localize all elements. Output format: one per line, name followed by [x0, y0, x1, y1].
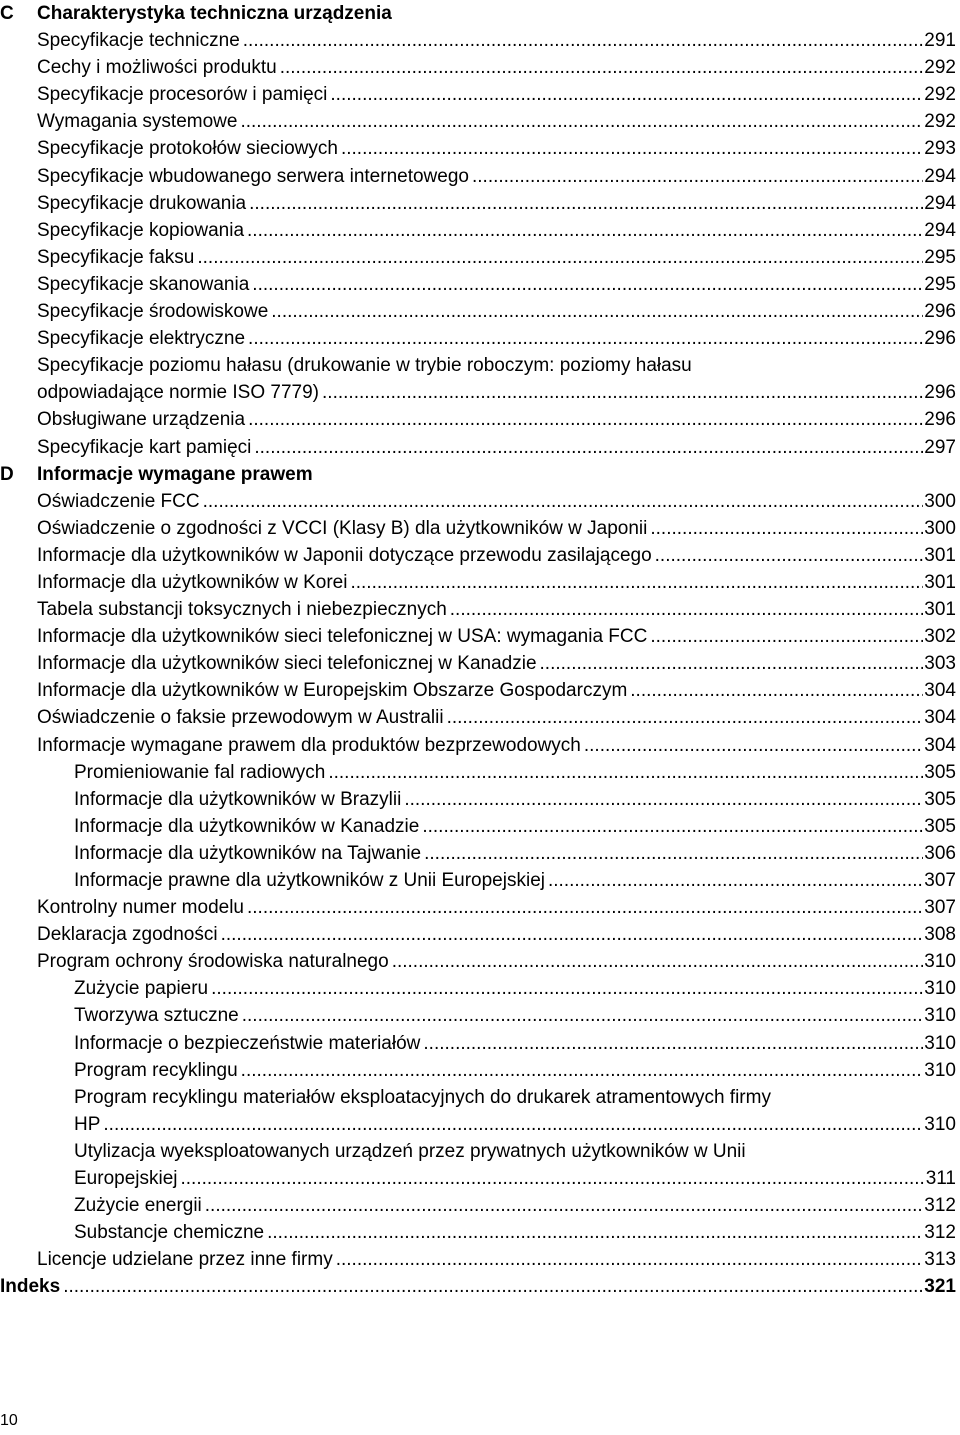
toc-entry-row [37, 596, 956, 623]
toc-entry-row [37, 271, 956, 298]
toc-entry-continuation[interactable] [0, 379, 956, 406]
dot-leader [249, 190, 923, 217]
toc-entry-row [37, 190, 956, 217]
toc-entry[interactable] [0, 759, 956, 786]
dot-leader [247, 217, 923, 244]
toc-page-number: 292 [923, 108, 956, 135]
toc-entry[interactable] [0, 1192, 956, 1219]
toc-entry[interactable] [0, 27, 956, 54]
section-letter: D [0, 463, 14, 485]
dot-leader [336, 1246, 924, 1273]
toc-entry[interactable] [0, 1246, 956, 1273]
toc-entry-title: Specyfikacje wbudowanego serwera internetowego [37, 163, 472, 190]
dot-leader [211, 975, 923, 1002]
toc-entry-row [74, 1165, 956, 1192]
dot-leader [341, 135, 923, 162]
toc-entry-row [37, 54, 956, 81]
toc-entry[interactable] [0, 677, 956, 704]
toc-entry-title: Oświadczenie o zgodności z VCCI (Klasy B) dla użytkowników w Japonii [37, 515, 650, 542]
toc-entry[interactable] [0, 569, 956, 596]
dot-leader [423, 1030, 923, 1057]
dot-leader [650, 515, 923, 542]
toc-entry[interactable] [0, 190, 956, 217]
toc-entry-title: Specyfikacje poziomu hałasu (drukowanie w trybie roboczym: poziomy hałasu [37, 355, 692, 377]
dot-leader [248, 406, 923, 433]
toc-entry-title-cont: Europejskiej [74, 1165, 181, 1192]
toc-page-number: 300 [923, 515, 956, 542]
toc-entry-title: Program ochrony środowiska naturalnego [37, 948, 392, 975]
toc-entry-row [74, 1002, 956, 1029]
toc-entry-title: Specyfikacje faksu [37, 244, 197, 271]
toc-entry-title: Zużycie energii [74, 1192, 205, 1219]
toc-entry[interactable] [0, 1002, 956, 1029]
toc-entry-row [37, 488, 956, 515]
toc-entry-title: Informacje wymagane prawem dla produktów bezprzewodowych [37, 732, 584, 759]
toc-entry-title: Informacje prawne dla użytkowników z Unii Europejskiej [74, 867, 548, 894]
toc-entry-row [37, 515, 956, 542]
toc-entry[interactable] [0, 542, 956, 569]
toc-entry-title: Specyfikacje techniczne [37, 27, 243, 54]
toc-entry-title: Informacje dla użytkowników na Tajwanie [74, 840, 424, 867]
toc-entry-title: Informacje dla użytkowników w Japonii dotyczące przewodu zasilającego [37, 542, 655, 569]
toc-page-number: 310 [923, 948, 956, 975]
toc-entry[interactable] [0, 921, 956, 948]
dot-leader [447, 704, 924, 731]
toc-page-number: 307 [923, 867, 956, 894]
toc-page-number: 291 [923, 27, 956, 54]
toc-entry[interactable] [0, 596, 956, 623]
toc-entry-row [37, 650, 956, 677]
toc-entry-title: Licencje udzielane przez inne firmy [37, 1246, 336, 1273]
toc-entry[interactable] [0, 1084, 956, 1111]
section-heading [0, 0, 956, 27]
toc-entry[interactable] [0, 298, 956, 325]
toc-page-number: 310 [923, 1002, 956, 1029]
toc-entry-row [37, 325, 956, 352]
toc-entry-title: Specyfikacje kart pamięci [37, 434, 254, 461]
toc-entry[interactable] [0, 704, 956, 731]
toc-entry-row [37, 894, 956, 921]
toc-page-number: 296 [923, 406, 956, 433]
toc-entry[interactable] [0, 406, 956, 433]
toc-page-number: 306 [923, 840, 956, 867]
toc-entry-title: Indeks [0, 1273, 63, 1300]
toc-entry[interactable] [0, 488, 956, 515]
toc-page-number: 292 [923, 54, 956, 81]
toc-entry-title: Specyfikacje kopiowania [37, 217, 247, 244]
toc-entry-row [37, 379, 956, 406]
toc-entry-row [74, 1111, 956, 1138]
toc-entry[interactable] [0, 840, 956, 867]
toc-page-number: 294 [923, 163, 956, 190]
toc-page-number: 295 [923, 271, 956, 298]
toc-entry-row [37, 704, 956, 731]
toc-entry-row [37, 163, 956, 190]
toc-page-number: 310 [923, 975, 956, 1002]
toc-entry-title: Specyfikacje protokołów sieciowych [37, 135, 341, 162]
toc-page-number: 300 [923, 488, 956, 515]
toc-page-number: 304 [923, 704, 956, 731]
index-entry[interactable] [0, 1273, 956, 1300]
toc-entry-title: Obsługiwane urządzenia [37, 406, 248, 433]
toc-page-number: 311 [925, 1165, 956, 1192]
toc-entry[interactable] [0, 81, 956, 108]
toc-entry-row [37, 542, 956, 569]
dot-leader [254, 434, 923, 461]
toc-page-number: 296 [923, 298, 956, 325]
dot-leader [181, 1165, 925, 1192]
toc-entry[interactable] [0, 135, 956, 162]
dot-leader [247, 894, 923, 921]
dot-leader [350, 569, 923, 596]
dot-leader [63, 1273, 923, 1300]
toc-entry-title-cont: HP [74, 1111, 103, 1138]
toc-entry-title: Specyfikacje środowiskowe [37, 298, 271, 325]
dot-leader [241, 1057, 924, 1084]
dot-leader [203, 488, 924, 515]
toc-entry-row [37, 108, 956, 135]
toc-entry[interactable] [0, 786, 956, 813]
dot-leader [205, 1192, 924, 1219]
toc-page-number: 321 [923, 1273, 956, 1300]
toc-entry-title: Informacje dla użytkowników sieci telefonicznej w USA: wymagania FCC [37, 623, 650, 650]
dot-leader [404, 786, 923, 813]
toc-entry-title: Informacje dla użytkowników sieci telefonicznej w Kanadzie [37, 650, 540, 677]
toc-entry-row [74, 786, 956, 813]
toc-entry[interactable] [0, 894, 956, 921]
toc-page-number: 301 [923, 569, 956, 596]
toc-entry[interactable] [0, 54, 956, 81]
toc-page-number: 305 [923, 813, 956, 840]
dot-leader [548, 867, 923, 894]
toc-page-number: 312 [923, 1192, 956, 1219]
toc-entry-row [74, 1030, 956, 1057]
toc-entry[interactable] [0, 163, 956, 190]
toc-entry-title: Tworzywa sztuczne [74, 1002, 242, 1029]
toc-entry-title: Wymagania systemowe [37, 108, 240, 135]
toc-entry[interactable] [0, 434, 956, 461]
section-letter: C [0, 3, 14, 24]
toc-entry[interactable] [0, 650, 956, 677]
toc-page-number: 302 [923, 623, 956, 650]
toc-page-number: 294 [923, 190, 956, 217]
toc-page-number: 295 [923, 244, 956, 271]
toc-entry-row [74, 867, 956, 894]
section-title: Charakterystyka techniczna urządzenia [37, 3, 392, 24]
toc-page-number: 297 [923, 434, 956, 461]
dot-leader [248, 325, 923, 352]
toc-entry-title: Specyfikacje drukowania [37, 190, 249, 217]
toc-page-number: 301 [923, 542, 956, 569]
toc-entry-title: Promieniowanie fal radiowych [74, 759, 328, 786]
dot-leader [103, 1111, 923, 1138]
toc-entry-row [37, 1246, 956, 1273]
toc-page-number: 303 [923, 650, 956, 677]
dot-leader [584, 732, 923, 759]
dot-leader [424, 840, 923, 867]
dot-leader [221, 921, 924, 948]
toc-page-number: 292 [923, 81, 956, 108]
dot-leader [422, 813, 923, 840]
toc-entry[interactable] [0, 1057, 956, 1084]
toc-entry-title: Program recyklingu [74, 1057, 241, 1084]
toc-entry-row [37, 406, 956, 433]
dot-leader [280, 54, 924, 81]
toc-entry-title: Kontrolny numer modelu [37, 894, 247, 921]
toc-page-number: 294 [923, 217, 956, 244]
dot-leader [242, 1002, 924, 1029]
dot-leader [267, 1219, 923, 1246]
dot-leader [240, 108, 923, 135]
toc-entry-title: Specyfikacje skanowania [37, 271, 252, 298]
toc-entry-title: Oświadczenie o faksie przewodowym w Australii [37, 704, 447, 731]
toc-page-number: 310 [923, 1057, 956, 1084]
dot-leader [472, 163, 923, 190]
toc-entry-row [37, 677, 956, 704]
toc-entry-row [37, 217, 956, 244]
toc-entry[interactable] [0, 948, 956, 975]
toc-entry-title: Informacje o bezpieczeństwie materiałów [74, 1030, 423, 1057]
toc-page-number: 301 [923, 596, 956, 623]
dot-leader [252, 271, 923, 298]
toc-entry-title: Specyfikacje procesorów i pamięci [37, 81, 330, 108]
toc-page-number: 312 [923, 1219, 956, 1246]
toc-page-number: 305 [923, 759, 956, 786]
toc-entry[interactable] [0, 515, 956, 542]
section-heading [0, 461, 956, 488]
toc-entry-row [37, 948, 956, 975]
toc-entry-row [74, 813, 956, 840]
dot-leader [322, 379, 923, 406]
dot-leader [650, 623, 923, 650]
toc-entry-title: Cechy i możliwości produktu [37, 54, 280, 81]
dot-leader [197, 244, 923, 271]
toc-entry[interactable] [0, 217, 956, 244]
toc-entry[interactable] [0, 271, 956, 298]
toc-entry-row [37, 434, 956, 461]
dot-leader [271, 298, 923, 325]
toc-entry-row [74, 975, 956, 1002]
toc-entry[interactable] [0, 1138, 956, 1165]
toc-page-number: 308 [923, 921, 956, 948]
toc-entry-row [37, 623, 956, 650]
toc-entry-row [74, 1192, 956, 1219]
toc-entry[interactable] [0, 623, 956, 650]
toc-entry-row [0, 1273, 956, 1300]
toc-entry-row [37, 135, 956, 162]
toc-entry-title: Informacje dla użytkowników w Europejskim Obszarze Gospodarczym [37, 677, 630, 704]
toc-entry-row [37, 298, 956, 325]
page-number: 10 [0, 1412, 18, 1429]
toc-page-number: 296 [923, 379, 956, 406]
toc-entry-title: Utylizacja wyeksploatowanych urządzeń przez prywatnych użytkowników w Unii [74, 1140, 746, 1162]
toc-entry[interactable] [0, 108, 956, 135]
toc-entry[interactable] [0, 1219, 956, 1246]
section-title: Informacje wymagane prawem [37, 463, 313, 485]
dot-leader [540, 650, 924, 677]
toc-entry[interactable] [0, 867, 956, 894]
dot-leader [328, 759, 923, 786]
toc-page-number: 296 [923, 325, 956, 352]
toc-entry[interactable] [0, 352, 956, 379]
toc-page-number: 293 [923, 135, 956, 162]
toc-entry-continuation[interactable] [0, 1165, 956, 1192]
toc-page-number: 305 [923, 786, 956, 813]
toc-entry[interactable] [0, 244, 956, 271]
toc-entry-title: Informacje dla użytkowników w Kanadzie [74, 813, 422, 840]
toc-entry[interactable] [0, 732, 956, 759]
dot-leader [243, 27, 924, 54]
toc-entry[interactable] [0, 325, 956, 352]
toc-entry-title: Deklaracja zgodności [37, 921, 221, 948]
toc-entry-title-cont: odpowiadające normie ISO 7779) [37, 379, 322, 406]
toc-entry-row [37, 732, 956, 759]
toc-entry-row [37, 27, 956, 54]
toc-entry-row [74, 759, 956, 786]
dot-leader [630, 677, 923, 704]
dot-leader [392, 948, 924, 975]
toc-entry-title: Program recyklingu materiałów eksploatacyjnych do drukarek atramentowych firmy [74, 1086, 771, 1108]
toc-page-number: 313 [923, 1246, 956, 1273]
toc-entry-row [74, 840, 956, 867]
toc-entry-title: Substancje chemiczne [74, 1219, 267, 1246]
toc-page-number: 310 [923, 1030, 956, 1057]
toc-entry-continuation[interactable] [0, 1111, 956, 1138]
toc-entry-row [37, 569, 956, 596]
toc-page-number: 307 [923, 894, 956, 921]
toc-entry-title: Specyfikacje elektryczne [37, 325, 248, 352]
toc-entry-title: Tabela substancji toksycznych i niebezpiecznych [37, 596, 450, 623]
toc-entry-row [74, 1219, 956, 1246]
toc-entry-title: Oświadczenie FCC [37, 488, 203, 515]
toc-entry-row [37, 81, 956, 108]
toc-entry-row [74, 1057, 956, 1084]
toc-page-number: 310 [923, 1111, 956, 1138]
toc-entry-row [37, 921, 956, 948]
toc-page-number: 304 [923, 732, 956, 759]
toc-entry-title: Zużycie papieru [74, 975, 211, 1002]
toc-entry[interactable] [0, 975, 956, 1002]
toc-entry[interactable] [0, 813, 956, 840]
dot-leader [330, 81, 923, 108]
toc-entry[interactable] [0, 1030, 956, 1057]
dot-leader [655, 542, 924, 569]
toc-entry-title: Informacje dla użytkowników w Korei [37, 569, 350, 596]
toc-entry-row [37, 244, 956, 271]
toc-entry-title: Informacje dla użytkowników w Brazylii [74, 786, 404, 813]
toc-page-number: 304 [923, 677, 956, 704]
dot-leader [450, 596, 924, 623]
